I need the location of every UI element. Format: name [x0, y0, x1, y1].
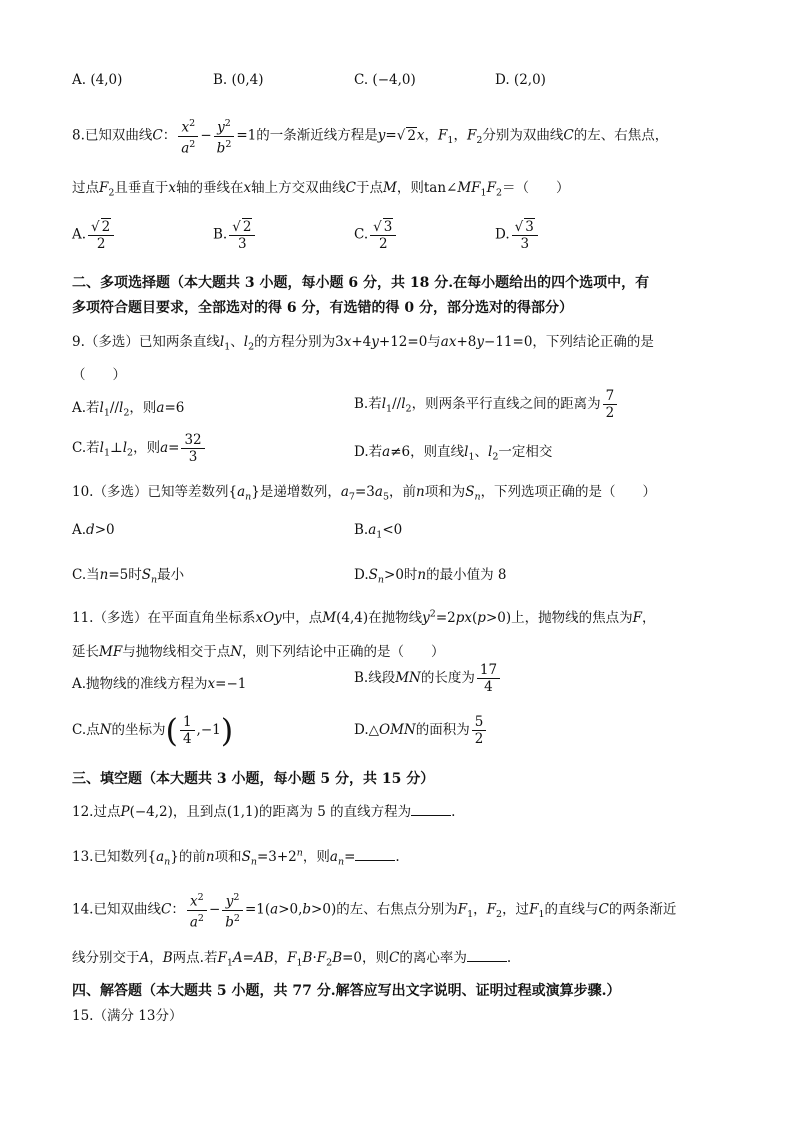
q11-stem: 11.（多选）在平面直角坐标系xOy中，点M(4,4)在抛物线$y^2=2px(p>0)$上，抛物线的焦点为F， — [72, 608, 656, 626]
q11-option-b: B.线段MN的长度为 $\frac{17}{4}$ — [354, 662, 502, 695]
q9-option-b: B.若$l_1//l_2$，则两条平行直线之间的距离为 $\frac{7}{2}$ — [354, 388, 619, 421]
section-2-heading: 二、多项选择题（本大题共 3 小题，每小题 6 分，共 18 分.在每小题给出的四个选项中，有 — [72, 275, 650, 291]
q8-option-c: C. $\frac{√ 3}{2}$ — [354, 218, 398, 252]
q11-option-a: A.抛物线的准线方程为x=−1 — [72, 676, 247, 692]
q8-option-b: B. $\frac{√ 2}{3}$ — [213, 218, 257, 252]
q12-stem: 12.过点P(−4,2)，且到点(1,1)的距离为 5 的直线方程为 . — [72, 804, 456, 820]
q13-stem: 13.已知数列$\{a_n\}$的前n项和$S_n=3+2^n$，则$a_n=$ . — [72, 847, 400, 868]
q11-option-c: C.点N的坐标为( $\frac{1}{4}$ ,−1) — [72, 711, 234, 750]
q11-option-d: D.△OMN的面积为 $\frac{5}{2}$ — [354, 714, 488, 747]
q7-option-c: C. (−4,0) — [354, 72, 416, 88]
q10-option-a: A.d>0 — [72, 522, 115, 538]
q10-stem: 10.（多选）已知等差数列$\{a_n\}$是递增数列，$a_7=3a_5$，前n项和为$S_n$，下列选项正确的是（ ） — [72, 484, 657, 503]
answer-blank[interactable] — [467, 949, 507, 962]
q11-stem-line2: 延长MF与抛物线相交于点N，则下列结论中正确的是（ ） — [72, 644, 445, 660]
q8-stem: 8.已知双曲线C： $\frac{x^2}{a^2}$ − $\frac{y^2}{b^2}$ =1的一条渐近线方程是y=√ 2x，$F_1$，$F_2$分别为双曲线C的左、右焦点， — [72, 118, 669, 156]
q10-option-b: $B.a_1<0$ — [354, 522, 403, 541]
answer-blank[interactable] — [355, 848, 395, 861]
q14-stem: 14.已知双曲线C： $\frac{x^2}{a^2}$ − $\frac{y^2}{b^2}$ =1(a>0,b>0)的左、右焦点分别为$F_1$，$F_2$，过$F_1$的直线与C的两条渐近 — [72, 892, 677, 930]
q9-option-a: A.若$l_1//l_2$，则a=6 — [72, 400, 185, 419]
q10-option-c: C.当n=5时$S_n$最小 — [72, 567, 185, 586]
q8-stem-line2: 过点$F_2$且垂直于x轴的垂线在x轴上方交双曲线C于点M，则$\tan\angle MF_1F_2=$（ ） — [72, 180, 570, 199]
q9-option-c: C.若$l_1\perp l_2$，则a= $\frac{32}{3}$ — [72, 432, 207, 465]
q7-option-b: B. (0,4) — [213, 72, 264, 88]
q8-option-a: A. $\frac{√ 2}{2}$ — [72, 218, 116, 252]
section-4-heading: 四、解答题（本大题共 5 小题，共 77 分.解答应写出文字说明、证明过程或演算步骤.） — [72, 983, 621, 999]
q14-stem-line2: 线分别交于A，B两点.若$F_1A=AB$，$F_1B\cdot F_2B=0$，则C的离心率为 . — [72, 950, 512, 969]
q8-option-d: D. $\frac{√ 3}{3}$ — [495, 218, 540, 252]
answer-blank[interactable] — [411, 803, 451, 816]
q9-stem: 9.（多选）已知两条直线$l_1$、$l_2$的方程分别为3x+4y+12=0与ax+8y−11=0，下列结论正确的是 — [72, 334, 654, 353]
q10-option-d: $D.S_n>0$时n的最小值为 8 — [354, 567, 507, 586]
q7-option-a: A. (4,0) — [72, 72, 123, 88]
q9-paren: （ ） — [72, 367, 126, 383]
section-3-heading: 三、填空题（本大题共 3 小题，每小题 5 分，共 15 分） — [72, 771, 435, 787]
q15-heading: 15.（满分 13分） — [72, 1008, 183, 1024]
q7-option-d: D. (2,0) — [495, 72, 546, 88]
q9-option-d: D.若a≠6，则直线$l_1$、$l_2$一定相交 — [354, 444, 553, 463]
section-2-heading-line2: 多项符合题目要求，全部选对的得 6 分，有选错的得 0 分，部分选对的得部分） — [72, 300, 573, 316]
